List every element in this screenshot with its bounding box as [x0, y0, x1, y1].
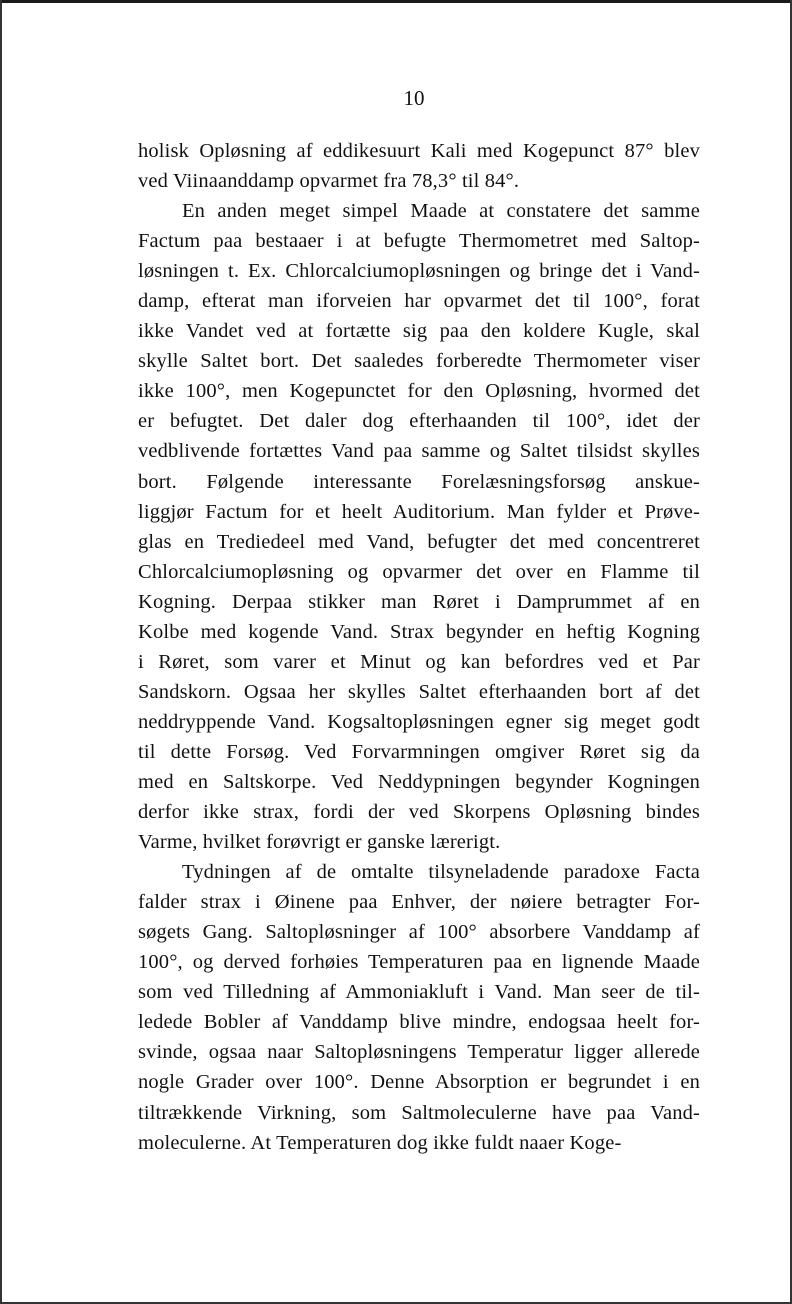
text-line: løsningen t. Ex. Chlorcalciumopløsningen og bringe det i Vand-	[138, 260, 700, 283]
text-line: neddryppende Vand. Kogsaltopløsningen egner sig meget godt	[138, 710, 700, 733]
text-line: bort. Følgende interessante Forelæsningsforsøg anskue-	[138, 470, 700, 493]
body-text	[138, 136, 700, 1158]
text-line: Kogning. Derpaa stikker man Røret i Damprummet af en	[138, 590, 700, 613]
text-line: Kolbe med kogende Vand. Strax begynder en heftig Kogning	[138, 620, 700, 643]
text-line: liggjør Factum for et heelt Auditorium. Man fylder et Prøve-	[138, 500, 700, 523]
scan-edge-left	[0, 0, 2, 1304]
text-line: vedblivende fortættes Vand paa samme og Saltet tilsidst skylles	[138, 440, 700, 463]
text-line: ved Viinaanddamp opvarmet fra 78,3° til 84°.	[138, 170, 520, 193]
text-line: moleculerne. At Temperaturen dog ikke fuldt naaer Koge-	[138, 1131, 622, 1154]
text-line: 100°, og derved forhøies Temperaturen paa en lignende Maade	[138, 951, 700, 974]
text-line: til dette Forsøg. Ved Forvarmningen omgiver Røret sig da	[138, 740, 700, 763]
text-line: glas en Trediedeel med Vand, befugter det med concentreret	[138, 530, 700, 553]
text-line: damp, efterat man iforveien har opvarmet det til 100°, forat	[138, 290, 700, 313]
text-line: svinde, ogsaa naar Saltopløsningens Temperatur ligger allerede	[138, 1041, 700, 1064]
text-line: derfor ikke strax, fordi der ved Skorpens Opløsning bindes	[138, 801, 700, 824]
text-line: falder strax i Øinene paa Enhver, der nøiere betragter For-	[138, 891, 700, 914]
page-number: 10	[403, 86, 425, 110]
text-line: med en Saltskorpe. Ved Neddypningen begynder Kogningen	[138, 770, 700, 793]
paragraph	[138, 196, 700, 857]
text-line: nogle Grader over 100°. Denne Absorption er begrundet i en	[138, 1071, 700, 1094]
text-line: holisk Opløsning af eddikesuurt Kali med Kogepunct 87° blev	[138, 140, 700, 162]
text-line: Tydningen af de omtalte tilsyneladende paradoxe Facta	[182, 861, 700, 884]
text-line: som ved Tilledning af Ammoniakluft i Vand. Man seer de til-	[138, 981, 700, 1004]
text-line: Factum paa bestaaer i at befugte Thermometret med Saltop-	[138, 230, 700, 253]
text-line: ikke Vandet ved at fortætte sig paa den koldere Kugle, skal	[138, 320, 700, 343]
text-line: En anden meget simpel Maade at constatere det samme	[182, 200, 700, 223]
text-line: er befugtet. Det daler dog efterhaanden til 100°, idet der	[138, 410, 700, 433]
text-line: skylle Saltet bort. Det saaledes forberedte Thermometer viser	[138, 350, 700, 373]
text-line: i Røret, som varer et Minut og kan befordres ved et Par	[138, 650, 700, 673]
paragraph	[138, 136, 700, 196]
text-line: søgets Gang. Saltopløsninger af 100° absorbere Vanddamp af	[138, 921, 700, 944]
paragraph	[138, 857, 700, 1157]
text-line: ledede Bobler af Vanddamp blive mindre, endogsaa heelt for-	[138, 1011, 700, 1034]
text-line: Chlorcalciumopløsning og opvarmer det over en Flamme til	[138, 560, 700, 583]
text-line: tiltrækkende Virkning, som Saltmoleculerne have paa Vand-	[138, 1101, 700, 1124]
scan-edge-top	[0, 0, 792, 3]
text-line: ikke 100°, men Kogepunctet for den Opløsning, hvormed det	[138, 380, 700, 403]
text-line: Varme, hvilket forøvrigt er ganske lærerigt.	[138, 831, 501, 854]
text-line: Sandskorn. Ogsaa her skylles Saltet efterhaanden bort af det	[138, 680, 700, 703]
